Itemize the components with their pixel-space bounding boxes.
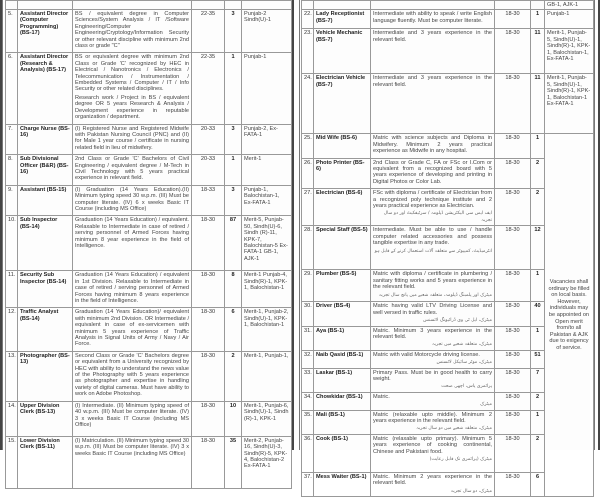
- vacancy-row: [6, 436, 292, 488]
- serial-number: 29.: [302, 270, 314, 302]
- qualification: [371, 270, 495, 302]
- vacancy-count: 1: [225, 155, 242, 186]
- post-name: [18, 1, 73, 10]
- qualification-text: Graduation (14 Years Education) / equivalent. Relaxable to Intermediate in case of retired / serving personnel of Armed Forces having minimum 8 year experience in the field of Intelligence.: [75, 217, 189, 249]
- vacancy-row: [6, 53, 292, 124]
- serial-number: 35.: [302, 410, 314, 434]
- vacancy-count: [531, 1, 545, 10]
- age-limit: 18-33: [192, 185, 225, 216]
- qualification: [73, 436, 192, 488]
- vacancy-count: 35: [225, 436, 242, 488]
- vacancy-row: [6, 308, 292, 351]
- post-name: Security Sub Inspector (BS-14): [18, 271, 73, 308]
- qualification: [371, 134, 495, 158]
- age-limit: 18-30: [495, 350, 531, 368]
- qualification-urdu: میٹرک، متعلقہ شعبے میں تجربہ: [431, 342, 492, 348]
- age-limit: 18-30: [192, 308, 225, 351]
- age-limit: 18-30: [495, 368, 531, 392]
- age-limit: 18-30: [192, 351, 225, 401]
- qualification-text: Primary Pass. Must be in good health to carry weight.: [373, 369, 492, 382]
- post-name: Photo Printer (BS-6): [314, 158, 371, 189]
- vacancy-count: 6: [225, 308, 242, 351]
- qualification: [371, 10, 495, 29]
- qualification-text: Matric. Minimum 2 years experience in the relevant field.: [373, 473, 492, 487]
- qualification-text: (I) Intermediate. (II) Minimum typing speed of 40 w.p.m. (III) Must be computer literate. (IV) 3 x weeks Basic IT Course (including MS Office): [75, 402, 189, 428]
- post-name: Cook (BS-1): [314, 434, 371, 472]
- serial-number: 30.: [302, 302, 314, 326]
- serial-number: 22.: [302, 10, 314, 29]
- post-name: Assistant (BS-15): [18, 185, 73, 216]
- province-quota: Punjab-1, Balochistan-1, Ex-FATA-1: [242, 185, 292, 216]
- qualification-urdu: میٹرک، متعلقہ شعبے میں دو سال تجربہ: [416, 426, 492, 432]
- vacancy-row: [302, 134, 594, 158]
- vacancy-count: 11: [531, 74, 545, 134]
- qualification-text: Matric with science subjects and Diploma in Midwifery. Minimum 2 years practical experience as Midwife in any hospital.: [373, 135, 492, 155]
- vacancy-count: 2: [531, 392, 545, 410]
- post-name: Chowkidar (BS-1): [314, 392, 371, 410]
- age-limit: 18-30: [192, 216, 225, 271]
- vacancy-count: 1: [225, 53, 242, 124]
- age-limit: 18-30: [192, 271, 225, 308]
- qualification: [73, 1, 192, 10]
- qualification-extra: Research work / Project in BS / equivalent degree OR 5 years Research & Analysis / Development experience in reputable organization / department.: [75, 94, 189, 121]
- vacancy-count: 3: [225, 124, 242, 155]
- vacancy-count: [225, 1, 242, 10]
- post-name: Traffic Analyst (BS-14): [18, 308, 73, 351]
- qualification-urdu: میٹرک اور پلمبنگ ڈپلومہ، متعلقہ شعبے میں پانچ سال تجربہ: [378, 292, 492, 298]
- province-quota: Punjab-2 Sindh(U)-1: [242, 10, 292, 53]
- post-name: Mid Wife (BS-6): [314, 134, 371, 158]
- age-limit: 18-30: [495, 10, 531, 29]
- qualification: [371, 350, 495, 368]
- qualification-text: Intermediate and 3 years experience in the relevant field.: [373, 30, 492, 43]
- vacancy-table-right: [301, 0, 594, 497]
- vacancy-row: [302, 29, 594, 74]
- qualification: [73, 216, 192, 271]
- vacancy-count: 6: [531, 472, 545, 496]
- age-limit: 18-30: [495, 326, 531, 350]
- qualification-text: Matric. Minimum 3 years experience in the relevant field.: [373, 327, 492, 340]
- age-limit: 18-30: [192, 401, 225, 436]
- qualification: [371, 189, 495, 226]
- vacancy-count: 8: [225, 271, 242, 308]
- vacancy-row: [6, 216, 292, 271]
- qualification: [371, 472, 495, 496]
- vacancy-count: 40: [531, 302, 545, 326]
- qualification-text: 2nd Class or Grade 'C' Bachelors of Civil Engineering / equivalent degree / M-Tech in Civil Technology with 5 years practical experience in relevant field.: [75, 156, 189, 182]
- qualification-text: Second Class or Grade 'C' Bachelors degree or equivalent from a University recognized by HEC with ability to understand the news value of the Photography with 5 years experience as photographer and expertise in handling variety of digital cameras. Must have ability to work on Adobe Photoshop.: [75, 352, 189, 398]
- vacancy-row: [6, 351, 292, 401]
- serial-number: 12.: [6, 308, 18, 351]
- qualification-urdu: میٹرک، دو سال تجربہ: [450, 488, 492, 494]
- qualification: [371, 326, 495, 350]
- qualification: [73, 401, 192, 436]
- qualification: [371, 29, 495, 74]
- qualification: [73, 271, 192, 308]
- post-name: Sub Inspector (BS-14): [18, 216, 73, 271]
- vacancy-count: 2: [531, 434, 545, 472]
- qualification-text: Graduation (14 Years Education)/ equivalent with minimum 2nd Division. OR Intermediate / equivalent in case of ex-servicemen with minimum 5 years experience of Traffic Analysis in Signal Units of Army / Navy / Air Force.: [75, 309, 189, 348]
- age-limit: 20-33: [192, 124, 225, 155]
- province-quota: GB-1, AJK-1: [545, 1, 594, 10]
- qualification-text: Matric with valid Motorcycle driving license.: [373, 351, 480, 358]
- age-limit: 18-30: [495, 74, 531, 134]
- vacancy-count: 1: [531, 134, 545, 158]
- age-limit: 18-30: [495, 189, 531, 226]
- vacancy-row: [302, 74, 594, 134]
- vacancy-count: 3: [225, 10, 242, 53]
- age-limit: 18-30: [495, 410, 531, 434]
- qualification-urdu: ایف ایس سی الیکٹریشن ڈپلومہ / سرٹیفکیٹ اور دو سال تجربہ: [383, 211, 492, 223]
- serial-number: 6.: [6, 53, 18, 124]
- serial-number: 14.: [6, 401, 18, 436]
- post-name: Electrician (BS-6): [314, 189, 371, 226]
- qualification-text: BS / equivalent degree in Computer Sciences/System Analysis / IT /Software Engineering/Computer Engineering/Cryptology/Information Security or other relevant discipline with minimum 2nd class or grade "C": [75, 11, 189, 50]
- post-name: Lower Division Clerk (BS-11): [18, 436, 73, 488]
- age-limit: 18-30: [192, 436, 225, 488]
- qualification: [73, 10, 192, 53]
- vacancy-count: 1: [531, 10, 545, 29]
- post-name: Naib Qasid (BS-1): [314, 350, 371, 368]
- age-limit: 18-30: [495, 226, 531, 270]
- vacancy-table-left: [5, 0, 292, 489]
- qualification: [73, 185, 192, 216]
- age-limit: 20-33: [192, 155, 225, 186]
- serial-number: 37.: [302, 472, 314, 496]
- age-limit: 18-30: [495, 392, 531, 410]
- province-quota: Merit-1, Punjab-2, Sindh(U)-1, KPK-1, Balochistan-1: [242, 308, 292, 351]
- age-limit: 18-30: [495, 29, 531, 74]
- serial-number: 13.: [6, 351, 18, 401]
- qualification: [371, 302, 495, 326]
- province-quota: Merit-1, Punjab-1,: [242, 351, 292, 401]
- province-quota: Punjab-1: [545, 10, 594, 29]
- age-limit: [192, 1, 225, 10]
- serial-number: 32.: [302, 350, 314, 368]
- qualification-text: (I) Graduation (14 Years Education).(II) Minimum typing speed 30 w.p.m. (III) Must be computer literate. (IV) 6 x weeks Basic IT Course (including MS Office): [75, 186, 189, 212]
- vacancy-count: 2: [531, 158, 545, 189]
- vacancy-count: 3: [225, 185, 242, 216]
- qualification-urdu: میٹرک، ایل ٹی وی ڈرائیونگ لائسنس: [423, 318, 492, 324]
- vacancy-count: 1: [531, 326, 545, 350]
- qualification-text: Matric.: [373, 393, 390, 400]
- province-quota: Punjab-2, Ex-FATA-1: [242, 124, 292, 155]
- post-name: Vehicle Mechanic (BS-7): [314, 29, 371, 74]
- merged-quota-note: Vacancies shall ordinary be filled on local basis. However, individuals may be appointed on Open merit from/to all Pakistan & AJK due to exigency of service.: [545, 134, 594, 497]
- vacancy-count: 2: [225, 351, 242, 401]
- province-quota: Merit-1 Punjab-4, Sindh(R)-1, KPK-1, Balochistan-1: [242, 271, 292, 308]
- qualification: [73, 53, 192, 124]
- qualification: [371, 434, 495, 472]
- post-name: Mali (BS-1): [314, 410, 371, 434]
- serial-number: 5.: [6, 10, 18, 53]
- post-name: Photographer (BS-13): [18, 351, 73, 401]
- age-limit: 18-30: [495, 472, 531, 496]
- serial-number: 15.: [6, 436, 18, 488]
- qualification-text: 2nd Class or Grade C, FA or FSc or I.Com or equivalent from a recognized board with 5 years experience of developing and printing in Digital Photos or Color Lab.: [373, 159, 492, 185]
- qualification-text: (I) Matriculation. (II) Minimum typing speed 30 w.p.m. (III) Must be computer literate. (IV) 3 x weeks Basic IT Course (including MS Office): [75, 437, 189, 457]
- serial-number: 11.: [6, 271, 18, 308]
- province-quota: Merit-2, Punjab-16, Sindh(U)-3, Sindh(R)-5, KPK-4, Balochistan-2 Ex-FATA-1: [242, 436, 292, 488]
- vacancy-count: 11: [531, 29, 545, 74]
- qualification-text: Matric (relaxable upto middle). Minimum 2 years experience in the relevant field.: [373, 411, 492, 424]
- age-limit: 18-30: [495, 434, 531, 472]
- age-limit: [495, 1, 531, 10]
- province-quota: Merit-1, Punjab-5, Sindh(U)-1, Sindh(R)-1, KPK-1, Balochistan-1 Ex-FATA-1: [545, 74, 594, 134]
- age-limit: 18-30: [495, 270, 531, 302]
- qualification-urdu: میٹرک (پرائمری تک قابل رعایت): [429, 457, 492, 462]
- qualification: [371, 392, 495, 410]
- post-name: Driver (BS-4): [314, 302, 371, 326]
- qualification-text: Matric with diploma / certificate in plumbering / sanitary fitting works and 5 years experience in the relevant field.: [373, 271, 492, 291]
- qualification-text: Intermediate with ability to speak / write English language fluently. Must be computer literate.: [373, 11, 492, 24]
- serial-number: 8.: [6, 155, 18, 186]
- vacancy-count: 87: [225, 216, 242, 271]
- vacancy-count: 12: [531, 226, 545, 270]
- qualification: [371, 158, 495, 189]
- serial-number: 33.: [302, 368, 314, 392]
- province-quota: Merit-5, Punjab-50, Sindh(U)-6, Sindh (R)-11, KPK-7, Balochistan-5 Ex-FATA-1 GB-1, AJK-1: [242, 216, 292, 271]
- serial-number: 27.: [302, 189, 314, 226]
- qualification: [73, 308, 192, 351]
- vacancy-count: 1: [531, 270, 545, 302]
- page-border-right: [594, 0, 600, 450]
- serial-number: 7.: [6, 124, 18, 155]
- vacancy-row: [302, 10, 594, 29]
- age-limit: 22-35: [192, 53, 225, 124]
- serial-number: 25.: [302, 134, 314, 158]
- serial-number: 24.: [302, 74, 314, 134]
- serial-number: 10.: [6, 216, 18, 271]
- post-name: Plumber (BS-5): [314, 270, 371, 302]
- qualification-urdu: انٹرمیڈیٹ، کمپیوٹر سے متعلقہ آلات استعمال کرنے کے قابل ہو: [374, 248, 492, 254]
- post-name: Upper Division Clerk (BS-13): [18, 401, 73, 436]
- qualification-urdu: پرائمری پاس، اچھی صحت: [441, 384, 492, 390]
- vacancy-count: 10: [225, 401, 242, 436]
- post-name: Aya (BS-1): [314, 326, 371, 350]
- qualification-text: Matric having valid LTV Driving License and well versed in traffic rules.: [373, 303, 492, 316]
- qualification-urdu: میٹرک، موٹر سائیکل لائسنس: [436, 360, 492, 366]
- age-limit: 18-30: [495, 302, 531, 326]
- post-name: Special Staff (BS-5): [314, 226, 371, 270]
- vacancy-row: [302, 1, 594, 10]
- vacancy-count: 2: [531, 189, 545, 226]
- qualification: [371, 410, 495, 434]
- serial-number: [6, 1, 18, 10]
- age-limit: 18-30: [495, 134, 531, 158]
- province-quota: Merit-1, Punjab-5, Sindh(U)-1, Sindh(R)-1, KPK-1, Balochistan-1, Ex-FATA-1: [545, 29, 594, 74]
- qualification-text: Matric (relaxable upto primary). Minimum 5 years experience of cooking continental, Chinese and Pakistani food.: [373, 435, 492, 455]
- serial-number: 28.: [302, 226, 314, 270]
- qualification-text: (I) Registered Nurse and Registered Midwife with Pakistan Nursing Council (PNC) and (II) for Male 1 year course / certificate in nursing related field in lieu of midwifery.: [75, 125, 189, 151]
- post-name: Sub Divisional Officer (B&R) (BS-16): [18, 155, 73, 186]
- qualification: [371, 226, 495, 270]
- vacancy-row: [6, 271, 292, 308]
- post-name: Assistant Director (Computer Programming) (BS-17): [18, 10, 73, 53]
- vacancy-row: [6, 185, 292, 216]
- qualification-text: BS or equivalent degree with minimum 2nd Class or Grade 'C' recognized by HEC in Electrical / Nanotronics / Electronics / Telecommunication / Instrumentation / Embedded Systems / Computer / IT / Info Security or other related disciplines.: [75, 54, 189, 93]
- age-limit: 18-30: [495, 158, 531, 189]
- province-quota: Punjab-1: [242, 53, 292, 124]
- qualification-text: Intermediate. Must be able to use / handle computer related accessories and possess tangible expertise in any trade.: [373, 227, 492, 247]
- page-border-left: [0, 0, 3, 450]
- post-name: Mess Waiter (BS-1): [314, 472, 371, 496]
- serial-number: 36.: [302, 434, 314, 472]
- post-name: Charge Nurse (BS-16): [18, 124, 73, 155]
- post-name: Laskar (BS-1): [314, 368, 371, 392]
- vacancy-row: [6, 10, 292, 53]
- post-name: Lady Receptionist (BS-7): [314, 10, 371, 29]
- province-quota: Merit-1: [242, 155, 292, 186]
- qualification: [73, 351, 192, 401]
- qualification-text: FSc with diploma / certificate of Electrician from a recognized poly technique institute and 2 years practical experience as Electrician.: [373, 190, 492, 210]
- province-quota: Merit-1, Punjab-6, Sindh(U)-1, Sindh (R)-1, KPK-1: [242, 401, 292, 436]
- vacancy-count: 51: [531, 350, 545, 368]
- vacancy-row: [6, 1, 292, 10]
- province-quota: [242, 1, 292, 10]
- qualification: [371, 368, 495, 392]
- qualification-text: Intermediate and 3 years experience in the relevant field.: [373, 75, 492, 88]
- page-column-divider: [292, 0, 300, 450]
- vacancy-count: 1: [531, 410, 545, 434]
- serial-number: 9.: [6, 185, 18, 216]
- qualification: [371, 1, 495, 10]
- serial-number: 31.: [302, 326, 314, 350]
- vacancy-count: 7: [531, 368, 545, 392]
- qualification: [371, 74, 495, 134]
- vacancy-row: [6, 401, 292, 436]
- post-name: Assistant Director (Research & Analysis) (BS-17): [18, 53, 73, 124]
- post-name: Electrician Vehicle (BS-7): [314, 74, 371, 134]
- qualification-text: Graduation (14 Years Education) / equivalent in 1st Division. Relaxable to Intermediate in case of retired / serving personnel of Armed Forces having minimum 8 years experience in the field of Intelligence.: [75, 272, 189, 304]
- vacancy-row: [6, 155, 292, 186]
- qualification-urdu: میٹرک: [480, 402, 492, 408]
- serial-number: [302, 1, 314, 10]
- post-name: [314, 1, 371, 10]
- qualification: [73, 155, 192, 186]
- age-limit: 22-35: [192, 10, 225, 53]
- serial-number: 26.: [302, 158, 314, 189]
- serial-number: 34.: [302, 392, 314, 410]
- vacancy-row: [6, 124, 292, 155]
- serial-number: 23.: [302, 29, 314, 74]
- qualification: [73, 124, 192, 155]
